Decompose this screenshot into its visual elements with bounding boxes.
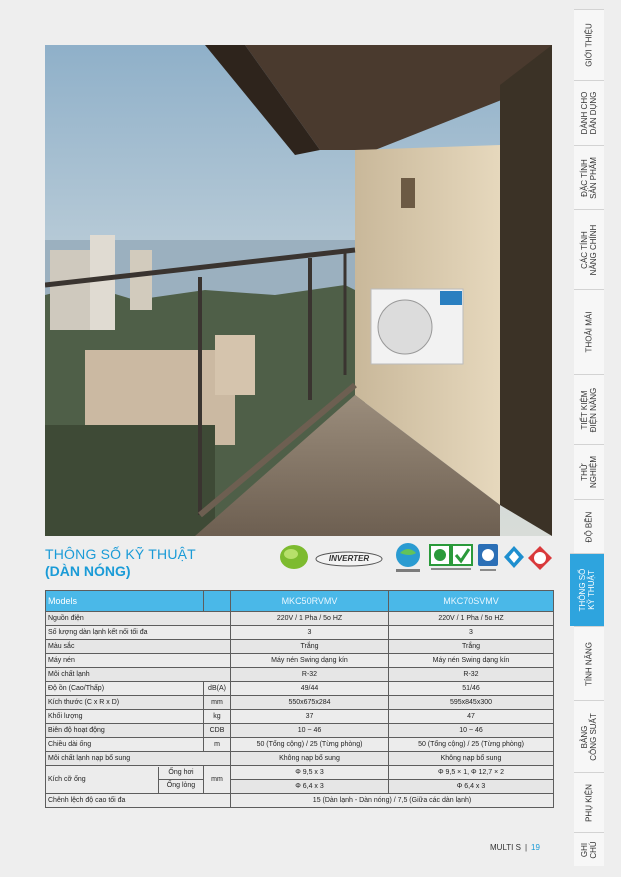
section-heading (45, 546, 196, 580)
tab-label: THOẢI MÁI (584, 311, 594, 353)
table-row (46, 696, 554, 710)
pipe-gas-value-2: Φ 9,5 × 1, Φ 12,7 × 2 (389, 766, 554, 780)
table-row (46, 668, 554, 682)
table-row (46, 654, 554, 668)
row-label: Độ ồn (Cao/Thấp) (46, 682, 204, 696)
tab-thong-so-ky-thuat[interactable] (570, 553, 604, 626)
footer-series: MULTI S (490, 843, 521, 852)
header-model-1: MKC50RVMV (231, 591, 389, 612)
pipe-gas-value-1: Φ 9,5 x 3 (231, 766, 389, 780)
row-unit: dB(A) (204, 682, 231, 696)
side-tabs (574, 9, 604, 866)
tab-label: PHỤ KIỆN (584, 783, 594, 822)
header-models: Models (46, 591, 204, 612)
row-label: Kích thước (C x R x D) (46, 696, 204, 710)
tab-label: DÀNH CHO DÂN DỤNG (580, 91, 598, 135)
row-value-2: 595x845x300 (389, 696, 554, 710)
product-photo (45, 45, 552, 536)
row-value-1: 550x675x284 (231, 696, 389, 710)
row-label: Máy nén (46, 654, 231, 668)
page-number: 19 (531, 843, 540, 852)
row-label: Số lượng dàn lạnh kết nối tối đa (46, 626, 231, 640)
table-row-pipe-gas (46, 766, 554, 780)
row-value-1: 10 ~ 46 (231, 724, 389, 738)
row-unit: m (204, 738, 231, 752)
table-header-row (46, 591, 554, 612)
row-label: Biên độ hoạt động (46, 724, 204, 738)
tab-phu-kien[interactable] (574, 772, 604, 832)
header-model-2: MKC70SVMV (389, 591, 554, 612)
tab-do-ben[interactable] (574, 499, 604, 553)
page-footer (490, 843, 540, 852)
row-label: Môi chất lạnh (46, 668, 231, 682)
row-value-2: 51/46 (389, 682, 554, 696)
table-row (46, 738, 554, 752)
row-value-1: 50 (Tổng cộng) / 25 (Từng phòng) (231, 738, 389, 752)
table-row (46, 640, 554, 654)
tab-gioi-thieu[interactable] (574, 9, 604, 80)
inverter-logo-text: INVERTER (328, 554, 370, 563)
heading-line2: (DÀN NÓNG) (45, 563, 131, 579)
row-value-2: R-32 (389, 668, 554, 682)
balcony-photo (45, 45, 552, 536)
pipe-sub-labels (158, 767, 203, 793)
tab-bang-cong-suat[interactable] (574, 700, 604, 772)
row-label: Chênh lệch độ cao tối đa (46, 794, 231, 808)
row-value-merged: 15 (Dàn lạnh - Dàn nóng) / 7,5 (Giữa các dàn lạnh) (231, 794, 554, 808)
table-row (46, 794, 554, 808)
eco-globe-logo (392, 541, 424, 573)
pipe-label: Kích cỡ ống (48, 775, 86, 783)
row-value-2: 47 (389, 710, 554, 724)
row-value-2: Máy nén Swing dạng kín (389, 654, 554, 668)
table-row (46, 710, 554, 724)
pipe-unit: mm (204, 766, 231, 794)
tab-tiet-kiem-dien-nang[interactable] (574, 374, 604, 444)
tab-label: CÁC TÍNH NĂNG CHÍNH (580, 224, 598, 275)
table-row (46, 612, 554, 626)
pipe-liquid-label: Ống lỏng (166, 782, 196, 789)
row-value-1: Không nạp bổ sung (231, 752, 389, 766)
row-value-2: 10 ~ 46 (389, 724, 554, 738)
certification-logo-c (503, 545, 525, 569)
row-label: Môi chất lạnh nạp bổ sung (46, 752, 231, 766)
certification-logo-d (527, 545, 553, 571)
heading-line1: THÔNG SỐ KỸ THUẬT (45, 546, 196, 562)
row-value-1: 3 (231, 626, 389, 640)
pipe-gas-label: Ống hơi (159, 767, 203, 781)
footer-divider: | (524, 843, 528, 852)
row-unit: kg (204, 710, 231, 724)
row-label: Màu sắc (46, 640, 231, 654)
spec-table (45, 590, 554, 808)
row-label: Khối lượng (46, 710, 204, 724)
tab-dac-tinh-san-pham[interactable] (574, 145, 604, 209)
inverter-logo (315, 551, 383, 567)
tab-label: TÍNH NĂNG (584, 641, 594, 686)
table-row (46, 724, 554, 738)
tab-label: BẢNG CÔNG SUẤT (580, 712, 598, 761)
certification-logos (277, 541, 554, 579)
row-value-1: 220V / 1 Pha / 5o HZ (231, 612, 389, 626)
row-value-1: 37 (231, 710, 389, 724)
table-row (46, 626, 554, 640)
header-unit (204, 591, 231, 612)
certification-logo-a (429, 543, 473, 575)
row-value-1: R-32 (231, 668, 389, 682)
pipe-liquid-value-2: Φ 6,4 x 3 (389, 780, 554, 794)
table-row (46, 682, 554, 696)
row-value-2: Trắng (389, 640, 554, 654)
row-value-2: Không nạp bổ sung (389, 752, 554, 766)
row-value-2: 50 (Tổng cộng) / 25 (Từng phòng) (389, 738, 554, 752)
tab-label: THÔNG SỐ KỸ THUẬT (578, 568, 596, 612)
tab-thoai-mai[interactable] (574, 289, 604, 374)
row-value-1: Máy nén Swing dạng kín (231, 654, 389, 668)
tab-label: ĐẶC TÍNH SẢN PHẨM (580, 156, 598, 199)
row-unit: mm (204, 696, 231, 710)
row-value-1: Trắng (231, 640, 389, 654)
row-label: Nguồn điện (46, 612, 231, 626)
certification-logo-b (477, 543, 499, 575)
pipe-liquid-value-1: Φ 6,4 x 3 (231, 780, 389, 794)
row-value-1: 49/44 (231, 682, 389, 696)
tab-label: THỬ NGHIỆM (580, 456, 598, 488)
row-value-2: 220V / 1 Pha / 5o HZ (389, 612, 554, 626)
tab-label: GHI CHÚ (580, 840, 598, 859)
row-label: Chiều dài ống (46, 738, 204, 752)
tab-label: TIẾT KIỆM ĐIỆN NĂNG (580, 387, 598, 432)
tab-tinh-nang[interactable] (574, 626, 604, 700)
tab-thu-nghiem[interactable] (574, 444, 604, 499)
tab-danh-cho-dan-dung[interactable] (574, 80, 604, 145)
pipe-label-cell (46, 766, 204, 794)
tab-label: ĐỘ BỀN (584, 511, 594, 542)
r32-logo (279, 544, 309, 570)
tab-ghi-chu[interactable] (574, 832, 604, 866)
row-unit: CDB (204, 724, 231, 738)
tab-cac-tinh-nang-chinh[interactable] (574, 209, 604, 289)
tab-label: GIỚI THIỆU (584, 23, 594, 67)
table-row (46, 752, 554, 766)
row-value-2: 3 (389, 626, 554, 640)
